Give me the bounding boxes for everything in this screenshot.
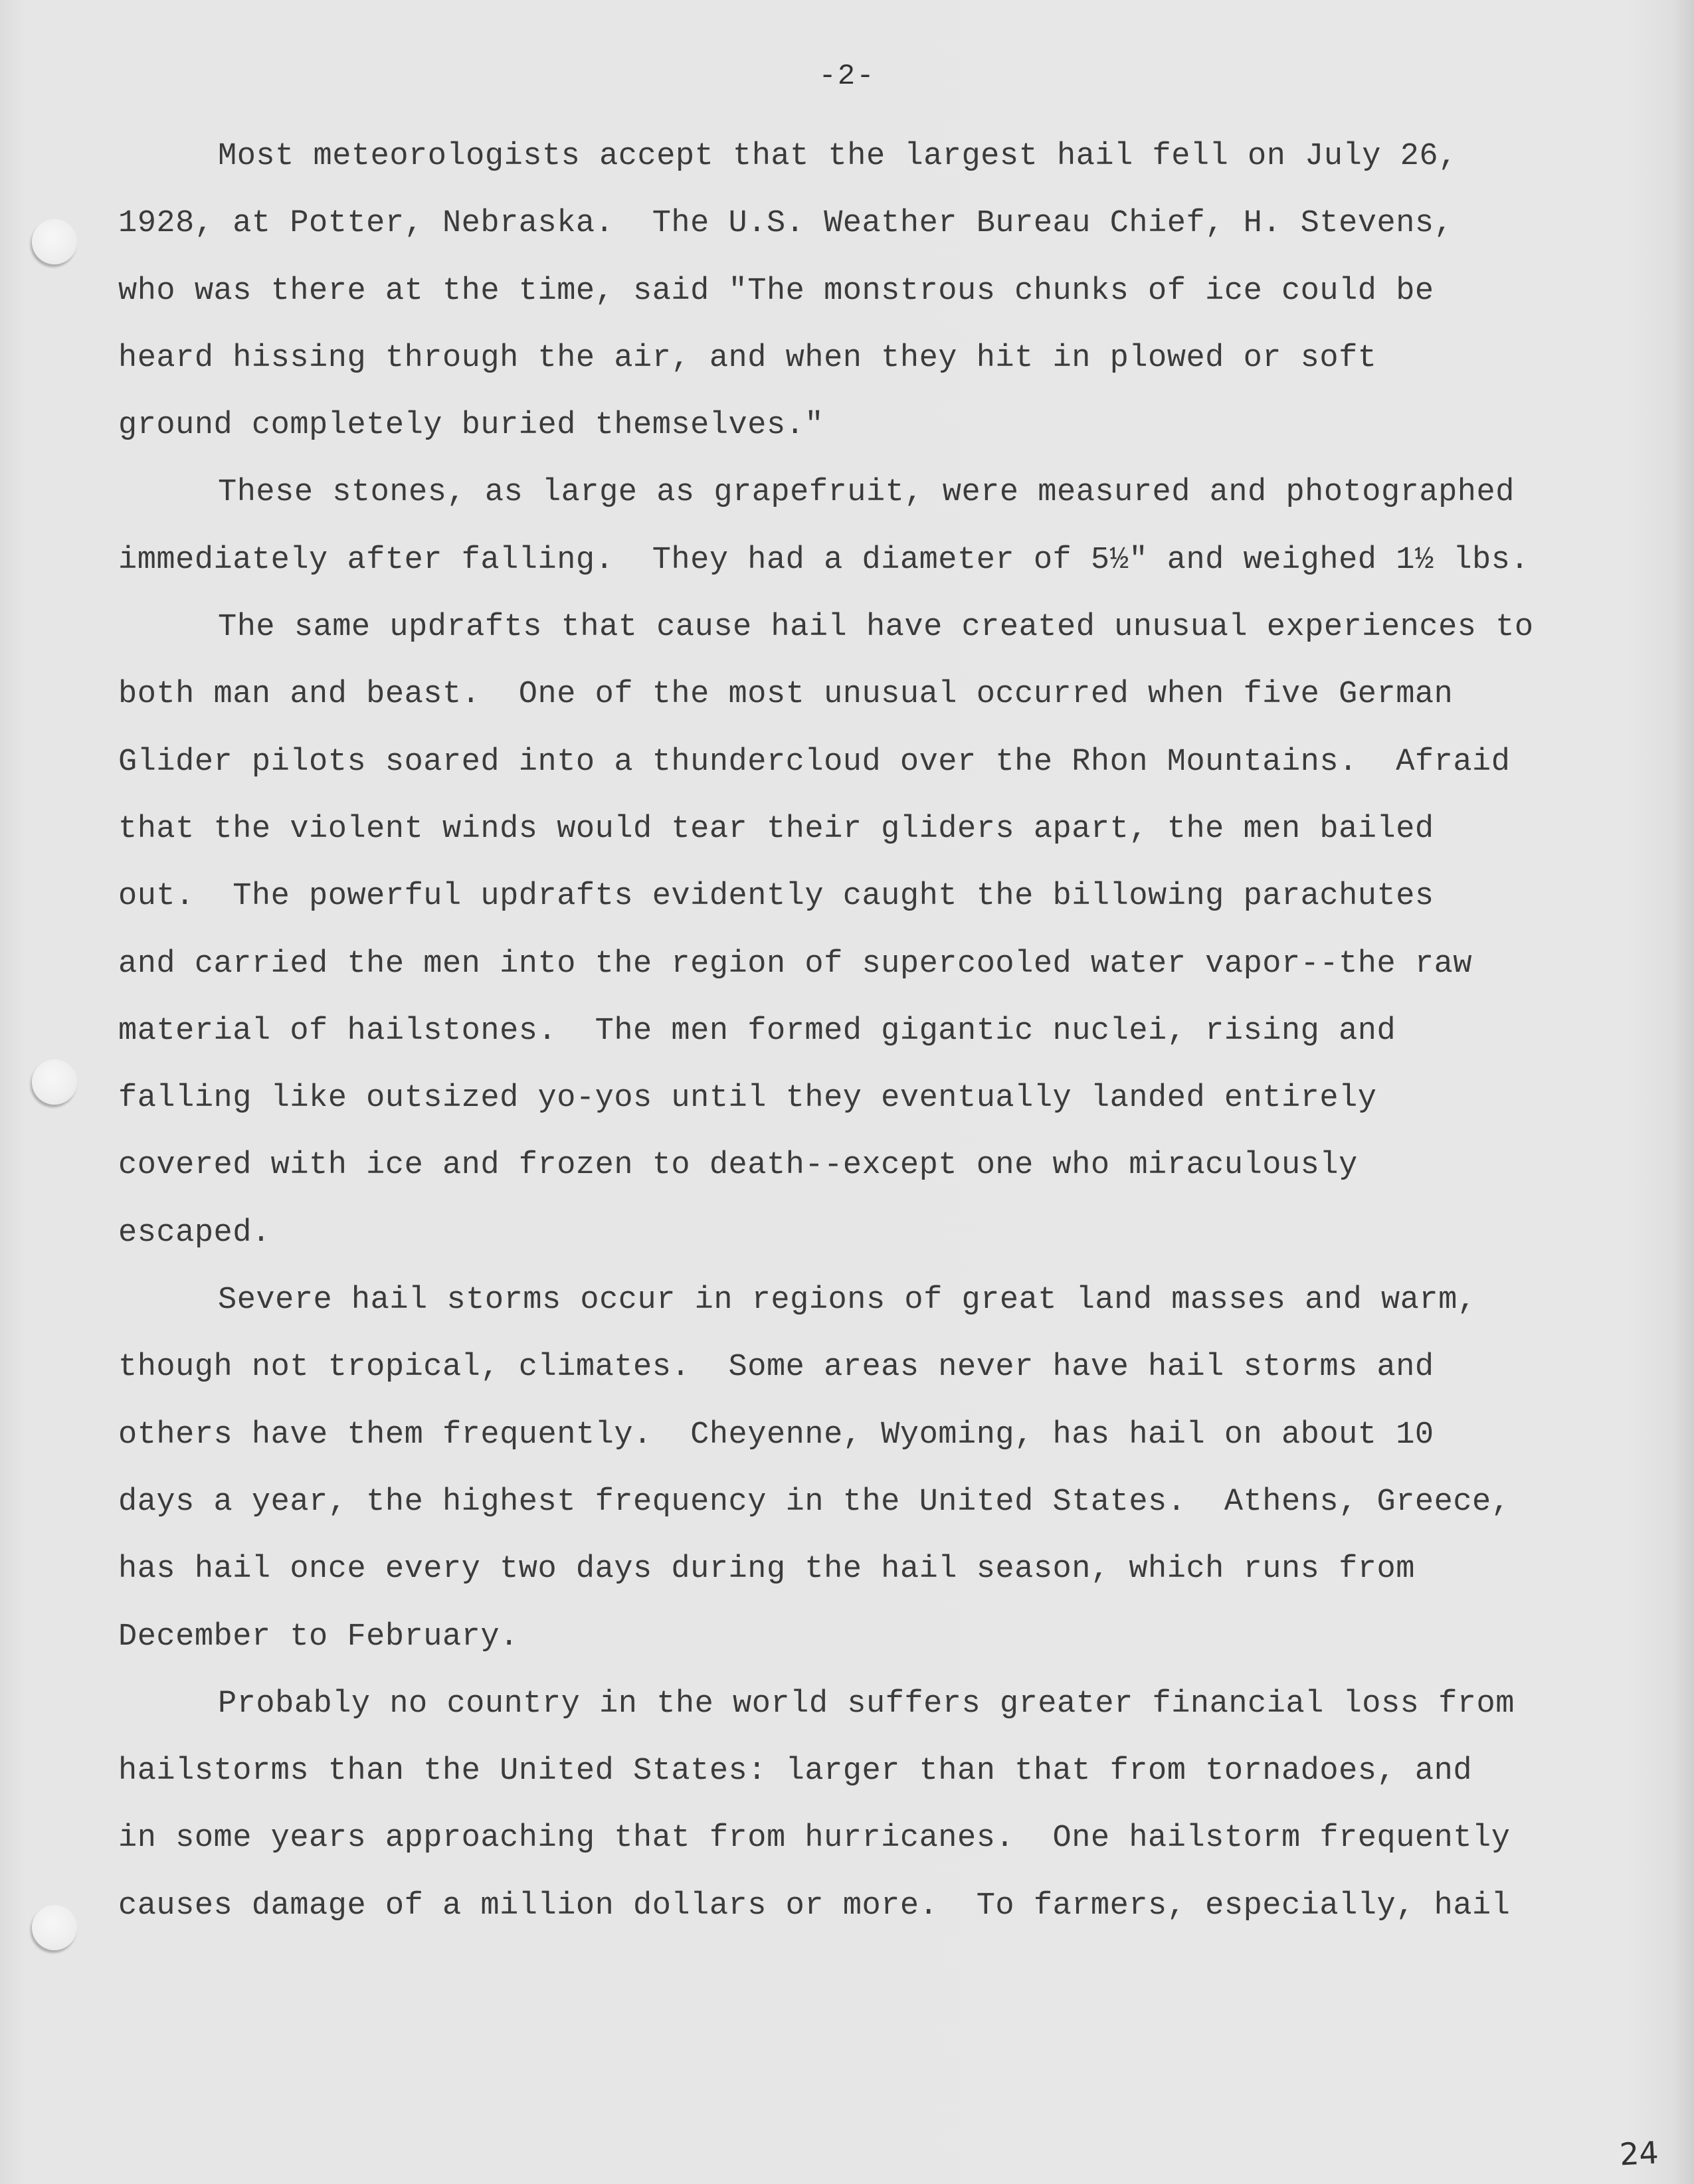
text-line: escaped. [118,1215,271,1251]
text-line: December to February. [118,1619,519,1655]
text-line: and carried the men into the region of supercooled water vapor--the raw [118,946,1473,982]
text-line: Most meteorologists accept that the largest hail fell on July 26, [218,139,1458,174]
text-line: though not tropical, climates. Some areas never have hail storms and [118,1350,1434,1386]
punch-hole [32,1059,77,1105]
text-line: that the violent winds would tear their gliders apart, the men bailed [118,811,1434,847]
paragraph [118,1671,1620,1940]
text-line: others have them frequently. Cheyenne, Wyoming, has hail on about 10 [118,1417,1434,1453]
text-line: ground completely buried themselves." [118,408,824,444]
paragraph [118,1267,1620,1671]
text-line: Severe hail storms occur in regions of great land masses and warm, [218,1283,1477,1319]
paragraph [118,123,1620,459]
text-line: days a year, the highest frequency in the United States. Athens, Greece, [118,1484,1511,1520]
punch-hole [32,219,77,264]
text-line: Probably no country in the world suffers greater financial loss from [218,1686,1515,1722]
text-line: has hail once every two days during the hail season, which runs from [118,1552,1415,1588]
handwritten-folio-number: 24 [1618,2134,1659,2173]
text-line: hailstorms than the United States: larger than that from tornadoes, and [118,1754,1473,1789]
body-text [118,123,1620,1940]
paragraph [118,459,1620,594]
text-line: immediately after falling. They had a diameter of 5½" and weighed 1½ lbs. [118,542,1530,578]
text-line: in some years approaching that from hurricanes. One hailstorm frequently [118,1821,1511,1857]
page-number: -2- [818,60,876,93]
text-line: falling like outsized yo-yos until they eventually landed entirely [118,1081,1377,1117]
text-line: These stones, as large as grapefruit, were measured and photographed [218,475,1515,511]
text-line: both man and beast. One of the most unusual occurred when five German [118,677,1454,713]
text-line: covered with ice and frozen to death--except one who miraculously [118,1148,1358,1184]
text-line: The same updrafts that cause hail have created unusual experiences to [218,610,1534,646]
text-line: out. The powerful updrafts evidently caught the billowing parachutes [118,879,1434,915]
text-line: causes damage of a million dollars or more. To farmers, especially, hail [118,1888,1511,1924]
text-line: who was there at the time, said "The monstrous chunks of ice could be [118,273,1434,309]
paragraph [118,594,1620,1267]
text-line: material of hailstones. The men formed gigantic nuclei, rising and [118,1013,1396,1049]
text-line: Glider pilots soared into a thundercloud over the Rhon Mountains. Afraid [118,744,1511,780]
text-line: 1928, at Potter, Nebraska. The U.S. Weather Bureau Chief, H. Stevens, [118,206,1454,242]
text-line: heard hissing through the air, and when they hit in plowed or soft [118,340,1377,376]
punch-hole [32,1905,77,1950]
